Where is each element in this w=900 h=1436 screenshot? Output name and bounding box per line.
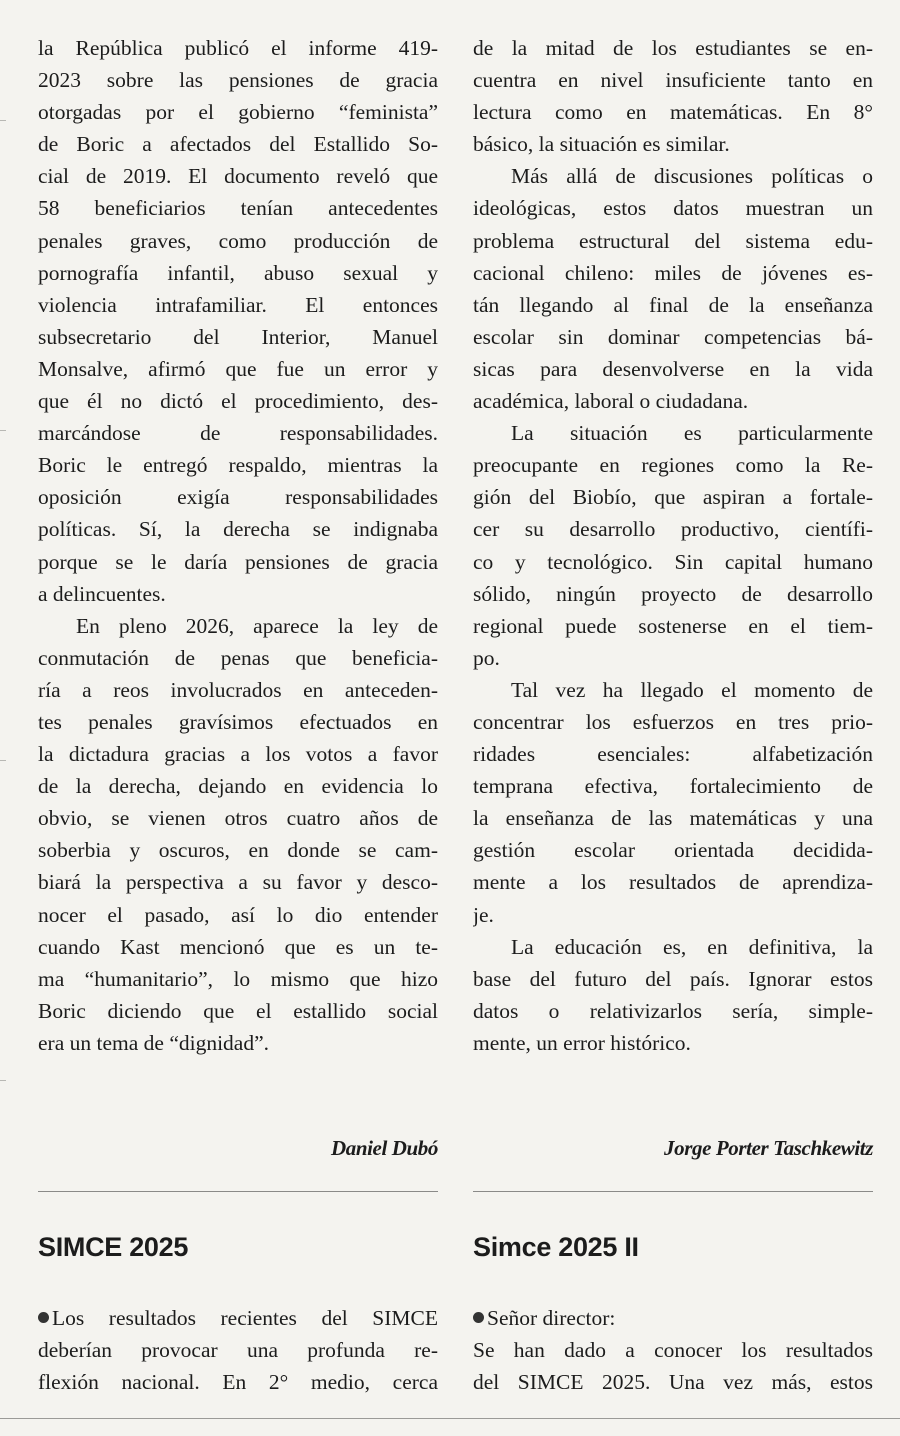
text-line: cial de 2019. El documento reveló que (38, 164, 438, 189)
text-line: 2023 sobre las pensiones de gracia (38, 68, 438, 93)
text-line-paragraph-end: básico, la situación es similar. (473, 132, 730, 157)
text-line: porque se le daría pensiones de gracia (38, 549, 438, 574)
text-line: otorgadas por el gobierno “feminista” (38, 100, 438, 125)
text-line: obvio, se vienen otros cuatro años de (38, 806, 438, 831)
text-line-paragraph-end: académica, laboral o ciudadana. (473, 389, 749, 414)
text-line-paragraph-end: era un tema de “dignidad”. (38, 1030, 270, 1055)
text-line: de la derecha, dejando en evidencia lo (38, 774, 438, 799)
text-line: ría a reos involucrados en anteceden- (38, 677, 438, 702)
text-line-paragraph-end: a delincuentes. (38, 581, 166, 606)
text-line: cuando Kast mencionó que es un te- (38, 934, 438, 959)
text-line: concentrar los esfuerzos en tres prio- (473, 709, 873, 734)
text-line: biará la perspectiva a su favor y desco- (38, 870, 438, 895)
text-line: cer su desarrollo productivo, científi- (473, 517, 873, 542)
text-line: que él no dictó el procedimiento, des- (38, 389, 438, 414)
page-edge-mark (0, 120, 6, 121)
text-line-paragraph-start: En pleno 2026, aparece la ley de (76, 613, 438, 638)
text-line: gión del Biobío, que aspiran a fortale- (473, 485, 873, 510)
text-line: nocer el pasado, así lo dio entender (38, 902, 438, 927)
text-line-paragraph-end: po. (473, 645, 500, 670)
text-line: deberían provocar una profunda re- (38, 1338, 438, 1363)
text-line: violencia intrafamiliar. El entonces (38, 292, 438, 317)
text-line: Se han dado a conocer los resultados (473, 1338, 873, 1363)
text-line: de Boric a afectados del Estallido So- (38, 132, 438, 157)
bullet-icon (473, 1312, 484, 1323)
page-edge-mark (0, 1080, 6, 1081)
text-line: penales graves, como producción de (38, 228, 438, 253)
letter-body-right (473, 1302, 873, 1398)
letter-title-right: Simce 2025 II (473, 1232, 639, 1262)
text-line: la dictadura gracias a los votos a favor (38, 742, 438, 767)
text-line: ridades esenciales: alfabetización (473, 742, 873, 767)
text-line (38, 1302, 438, 1334)
text-line: pornografía infantil, abuso sexual y (38, 260, 438, 285)
text-line: Boric le entregó respaldo, mientras la (38, 453, 438, 478)
text-line: ma “humanitario”, lo mismo que hizo (38, 966, 438, 991)
text-line (473, 1302, 873, 1334)
text-line-paragraph-end: je. (473, 902, 494, 927)
text-line-paragraph-end: mente, un error histórico. (473, 1030, 691, 1055)
text-line: 58 beneficiarios tenían antecedentes (38, 196, 438, 221)
text-line: Boric diciendo que el estallido social (38, 998, 438, 1023)
section-divider-left (38, 1191, 438, 1192)
text-line-paragraph-start: Tal vez ha llegado el momento de (511, 677, 873, 702)
text-line: preocupante en regiones como la Re- (473, 453, 873, 478)
page-bottom-border (0, 1418, 900, 1419)
left-column-text (38, 32, 438, 1059)
text-line: sicas para desenvolverse en la vida (473, 356, 873, 381)
section-divider-right (473, 1191, 873, 1192)
author-signature-left: Daniel Dubó (330, 1136, 438, 1160)
text-line: datos o relativizarlos sería, simple- (473, 998, 873, 1023)
text-line: subsecretario del Interior, Manuel (38, 324, 438, 349)
text-line: base del futuro del país. Ignorar estos (473, 966, 873, 991)
letter-title-left: SIMCE 2025 (38, 1232, 189, 1262)
text-line: tes penales gravísimos efectuados en (38, 709, 438, 734)
text-line: la República publicó el informe 419- (38, 36, 438, 60)
text-line-paragraph-start: La educación es, en definitiva, la (511, 934, 873, 959)
text-line: cacional chileno: miles de jóvenes es- (473, 260, 873, 285)
text-line: sólido, ningún proyecto de desarrollo (473, 581, 873, 606)
letter-line-text: Señor director: (487, 1306, 616, 1330)
page-edge-mark (0, 760, 6, 761)
text-line: oposición exigía responsabilidades (38, 485, 438, 510)
text-line: del SIMCE 2025. Una vez más, estos (473, 1370, 873, 1395)
text-line: de la mitad de los estudiantes se en- (473, 36, 873, 60)
page-edge-mark (0, 430, 6, 431)
text-line: tán llegando al final de la enseñanza (473, 292, 873, 317)
text-line: marcándose de responsabilidades. (38, 421, 438, 446)
letter-line-text: Los resultados recientes del SIMCE (52, 1306, 438, 1330)
text-line: mente a los resultados de aprendiza- (473, 870, 873, 895)
text-line: Monsalve, afirmó que fue un error y (38, 356, 438, 381)
author-signature-right: Jorge Porter Taschkewitz (664, 1136, 873, 1160)
text-line: la enseñanza de las matemáticas y una (473, 806, 873, 831)
text-line: soberbia y oscuros, en donde se cam- (38, 838, 438, 863)
text-line: temprana efectiva, fortalecimiento de (473, 774, 873, 799)
text-line: escolar sin dominar competencias bá- (473, 324, 873, 349)
text-line: gestión escolar orientada decidida- (473, 838, 873, 863)
text-line: conmutación de penas que beneficia- (38, 645, 438, 670)
text-line: políticas. Sí, la derecha se indignaba (38, 517, 438, 542)
right-column-text (473, 32, 873, 1059)
text-line: ideológicas, estos datos muestran un (473, 196, 873, 221)
text-line: regional puede sostenerse en el tiem- (473, 613, 873, 638)
bullet-icon (38, 1312, 49, 1323)
text-line-paragraph-start: Más allá de discusiones políticas o (511, 164, 873, 189)
text-line-paragraph-start: La situación es particularmente (511, 421, 873, 446)
text-line: cuentra en nivel insuficiente tanto en (473, 68, 873, 93)
text-line: flexión nacional. En 2° medio, cerca (38, 1370, 438, 1395)
text-line: problema estructural del sistema edu- (473, 228, 873, 253)
text-line: co y tecnológico. Sin capital humano (473, 549, 873, 574)
letter-body-left (38, 1302, 438, 1398)
text-line: lectura como en matemáticas. En 8° (473, 100, 873, 125)
